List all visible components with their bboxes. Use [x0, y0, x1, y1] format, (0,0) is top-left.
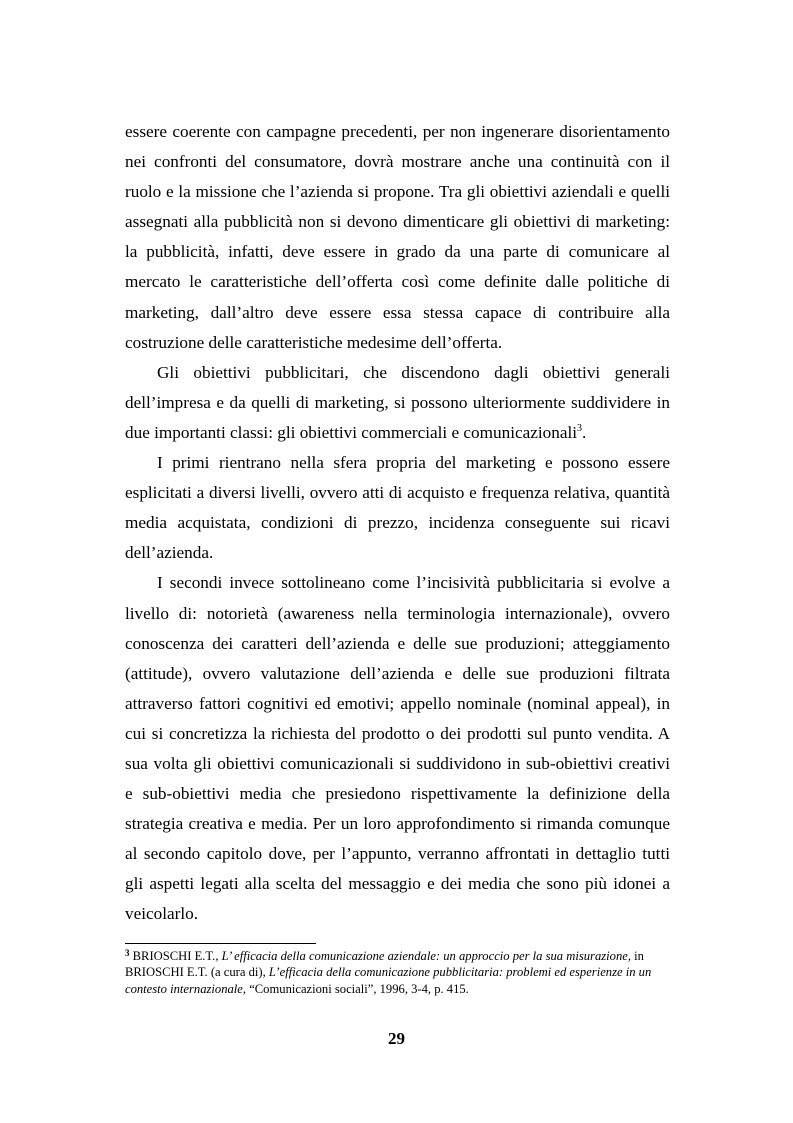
footnote-title-1: L’ efficacia della comunicazione aziendale: un approccio per la sua misurazione, — [221, 949, 631, 963]
paragraph-3: I primi rientrano nella sfera propria del marketing e possono essere esplicitati a diversi livelli, ovvero atti di acquisto e frequenza relativa, quantità media acquistata, condizioni di prezzo, incidenza conseguente sui ricavi dell’azienda. — [125, 453, 670, 563]
paragraph-2-text: Gli obiettivi pubblicitari, che discendono dagli obiettivi generali dell’impresa e da quelli di marketing, si possono ulteriormente suddividere in due importanti classi: gli obiettivi commerciali e comunicazionali — [125, 362, 670, 442]
body-text — [125, 117, 670, 930]
paragraph-1: essere coerente con campagne precedenti, per non ingenerare disorientamento nei confronti del consumatore, dovrà mostrare anche una continuità con il ruolo e la missione che l’azienda si propone. Tra gli obiettivi aziendali e quelli assegnati alla pubblicità non si devono dimenticare gli obiettivi di marketing: la pubblicità, infatti, deve essere in grado da una parte di comunicare al mercato le caratteristiche dell’offerta così come definite dalle politiche di marketing, dall’altro deve essere essa stessa capace di contribuire alla costruzione delle caratteristiche medesime dell’offerta. — [125, 122, 670, 352]
footnote-separator — [125, 943, 316, 944]
footnote-title-2: L’efficacia della comunicazione pubblicitaria: problemi ed esperienze in un contesto internazionale — [125, 965, 652, 996]
page-number: 29 — [388, 1029, 405, 1048]
paragraph-2-end: . — [582, 422, 587, 442]
footnote-middle: in BRIOSCHI E.T. (a cura di), — [125, 949, 644, 980]
paragraph-2 — [125, 358, 670, 448]
footnote-reference[interactable]: 3 — [577, 422, 582, 434]
footnote-tail: , “Comunicazioni sociali”, 1996, 3-4, p. 415. — [242, 981, 469, 996]
footnote-number: 3 — [125, 948, 130, 958]
footnote-author-1: BRIOSCHI E.T., — [129, 949, 222, 963]
paragraph-4: I secondi invece sottolineano come l’incisività pubblicitaria si evolve a livello di: notorietà (awareness nella terminologia internazionale), ovvero conoscenza dei caratteri dell’azienda e delle sue produzioni; atteggiamento (attitude), ovvero valutazione dell’azienda e delle sue produzioni filtrata attraverso fattori cognitivi ed emotivi; appello nominale (nominal appeal), in cui si concretizza la richiesta del prodotto o dei prodotti sul punto vendita. A sua volta gli obiettivi comunicazionali si suddividono in sub-obiettivi creativi e sub-obiettivi media che presiedono rispettivamente la definizione della strategia creativa e media. Per un loro approfondimento si rimanda comunque al secondo capitolo dove, per l’appunto, verranno affrontati in dettaglio tutti gli aspetti legati alla scelta del messaggio e dei media che sono più idonei a veicolarlo. — [125, 573, 670, 924]
footnote — [125, 948, 670, 997]
